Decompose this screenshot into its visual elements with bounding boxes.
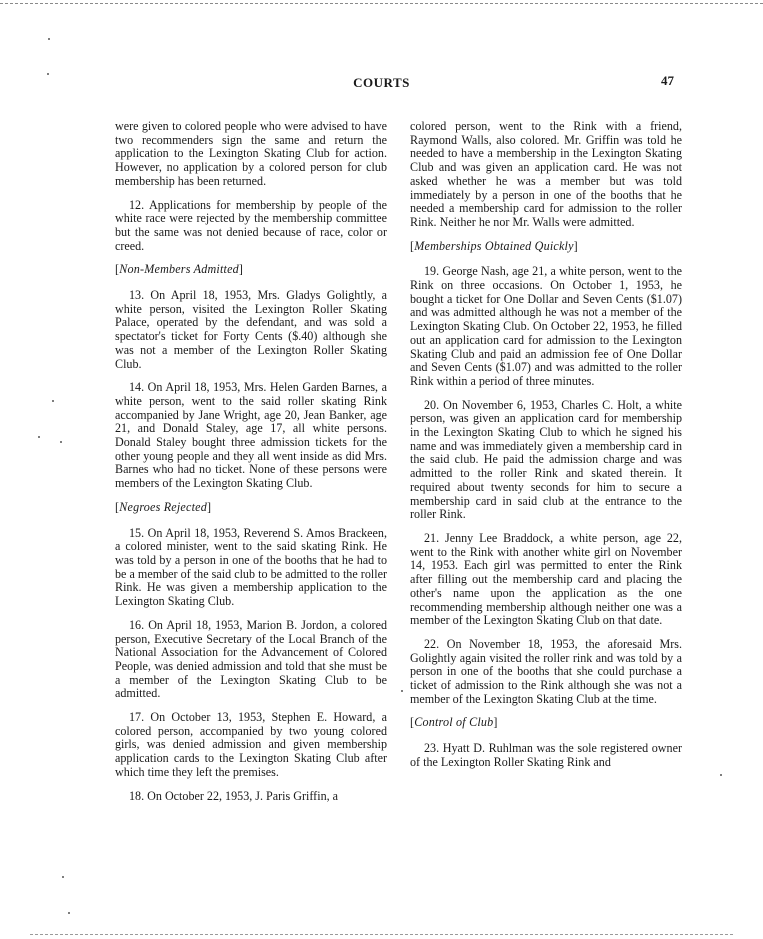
section-heading-non-members: [Non-Members Admitted] [115,262,244,277]
paragraph-continued: were given to colored people who were advised to have two recommenders sign the same and return the application to the Lexington Skating Club for action. However, no application by a colored person for club membership has been returned. [115,119,387,188]
paragraph-20: 20. On November 6, 1953, Charles C. Holt, a white person, was given an application card for membership in the Lexington Skating Club to which he signed his name and was immediately given a membership card in the said club. He paid the admission charge and was admitted to the roller Rink and skated therein. It required about twenty seconds for him to secure a membership card in said club at the entrance to the roller Rink. [410,397,682,522]
paragraph-12: 12. Applications for membership by people of the white race were rejected by the membership committee but the same was not denied because of race, color or creed. [115,197,387,253]
paragraph-15: 15. On April 18, 1953, Reverend S. Amos Brackeen, a colored minister, went to the said skating Rink. He was told by a person in one of the booths that he had to be a member of the said club to be admitted to the roller Rink. He was given a membership application to the Lexington Skating Club. [115,525,387,609]
section-heading-control: [Control of Club] [410,715,498,730]
section-heading-negroes-rejected: [Negroes Rejected] [115,499,212,514]
paragraph-19: 19. George Nash, age 21, a white person, went to the Rink on three occasions. On October 1, 1953, he bought a ticket for One Dollar and Seven Cents ($1.07) and was admitted although he was not a member of the Lexington Skating Club. On October 22, 1953, he filled out an application card for admission to the Lexington Skating Club and paid an admission fee of One Dollar and Seven Cents ($1.07) and was admitted to the roller Rink within a period of three minutes. [410,264,682,388]
scan-speck [38,436,40,438]
paragraph-17: 17. On October 13, 1953, Stephen E. Howard, a colored person, accompanied by two young colored girls, was denied admission and given membership application cards to the Lexington Skating Club after which time they left the premises. [115,710,387,779]
section-heading-memberships: [Memberships Obtained Quickly] [410,238,578,253]
paragraph-16: 16. On April 18, 1953, Marion B. Jordon, a colored person, Executive Secretary of the Local Branch of the National Association for the Advancement of Colored People, was denied admission and told that she must be a member of the Lexington Skating Club to be admitted. [115,617,387,701]
scan-speck [52,400,54,402]
paragraph-continued-right: colored person, went to the Rink with a friend, Raymond Walls, also colored. Mr. Griffin was told he needed to have a membership in the Lexington Skating Club and was given an application card. He was not asked whether he was a member but was told immediately by a person in one of the booths that he needed a membership card for admission to the roller Rink. Neither he nor Mr. Walls were admitted. [410,119,682,229]
paragraph-14: 14. On April 18, 1953, Mrs. Helen Garden Barnes, a white person, went to the said roller skating Rink accompanied by Jane Wright, age 20, Jean Banker, age 21, and Donald Staley, age 17, all white persons. Donald Staley bought three admission tickets for the other young people and they all went inside as did Mrs. Barnes who had no ticket. None of these persons were members of the Lexington Skating Club. [115,380,387,491]
section-heading-non-members-text: Non-Members Admitted [119,262,239,277]
paragraph-22: 22. On November 18, 1953, the aforesaid Mrs. Golightly again visited the roller rink and was told by a person in one of the booths that she could purchase a ticket of admission to the Rink although she was not a member of the Lexington Skating Club at the time. [410,636,682,706]
section-heading-control-text: Control of Club [414,715,494,730]
scan-speck [720,774,722,776]
paragraph-21: 21. Jenny Lee Braddock, a white person, age 22, went to the Rink with another white girl on November 14, 1953. Each girl was permitted to enter the Rink after filling out the membership card and placing the other's name upon the application as the one recommending membership although neither one was a member of the Lexington Skating Club on that date. [410,530,682,628]
running-head: COURTS [353,75,410,90]
scan-speck [68,912,70,914]
page-number: 47 [661,73,674,88]
section-heading-memberships-text: Memberships Obtained Quickly [414,238,574,253]
top-scan-border [0,3,763,4]
right-column [410,120,682,780]
section-heading-negroes-rejected-text: Negroes Rejected [119,499,207,514]
left-column [115,120,387,813]
scan-speck [60,441,62,443]
scan-speck [47,73,49,75]
bottom-scan-border [30,934,733,935]
scan-speck [401,690,403,692]
scan-speck [62,876,64,878]
scan-speck [48,38,50,40]
paragraph-13: 13. On April 18, 1953, Mrs. Gladys Golightly, a white person, visited the Lexington Roller Skating Palace, operated by the defendant, and was sold a spectator's ticket for Forty Cents ($.40) although she was not a member of the Lexington Roller Skating Club. [115,288,387,371]
paragraph-18: 18. On October 22, 1953, J. Paris Griffin, a [129,788,339,803]
paragraph-23: 23. Hyatt D. Ruhlman was the sole registered owner of the Lexington Roller Skating Rink and [410,741,682,769]
